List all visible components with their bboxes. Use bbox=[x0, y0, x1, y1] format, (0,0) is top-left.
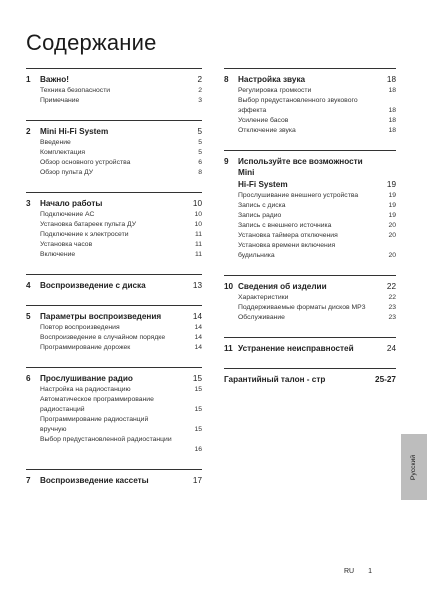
toc-item[interactable] bbox=[26, 158, 202, 168]
item-title: Примечание bbox=[40, 97, 80, 104]
item-title: Программирование радиостанций bbox=[40, 416, 149, 423]
item-title-continuation: радиостанций bbox=[40, 406, 85, 413]
item-page: 20 bbox=[388, 232, 396, 239]
item-title: Комплектация bbox=[40, 149, 86, 156]
toc-item[interactable] bbox=[224, 221, 396, 231]
item-page: 23 bbox=[388, 304, 396, 311]
section-number: 2 bbox=[26, 127, 31, 136]
item-title: Поддерживаемые форматы дисков MP3 bbox=[238, 304, 366, 311]
toc-item[interactable] bbox=[224, 86, 396, 96]
toc-item[interactable] bbox=[26, 168, 202, 178]
section-title-continuation[interactable]: Hi-Fi System bbox=[238, 180, 288, 189]
section-title[interactable]: Настройка звука bbox=[238, 75, 306, 84]
toc-item[interactable] bbox=[26, 86, 202, 96]
toc-item[interactable] bbox=[26, 210, 202, 220]
toc-section-2 bbox=[26, 120, 202, 178]
section-title[interactable]: Сведения об изделии bbox=[238, 282, 327, 291]
footer-language: RU bbox=[344, 568, 355, 575]
item-title: Установка часов bbox=[40, 241, 93, 248]
toc-item[interactable] bbox=[224, 293, 396, 303]
toc-item[interactable] bbox=[26, 220, 202, 230]
toc-item[interactable] bbox=[26, 138, 202, 148]
toc-right-column bbox=[224, 68, 396, 385]
section-number: 3 bbox=[26, 199, 31, 208]
section-title[interactable]: Устранение неисправностей bbox=[238, 344, 354, 353]
item-page: 18 bbox=[388, 107, 396, 114]
item-title: Настройка на радиостанцию bbox=[40, 386, 131, 393]
item-page: 14 bbox=[194, 344, 202, 351]
page-number: 1 bbox=[368, 568, 373, 575]
toc-item[interactable] bbox=[224, 191, 396, 201]
toc-item[interactable] bbox=[224, 241, 396, 251]
item-page: 18 bbox=[388, 127, 396, 134]
item-title: Запись с диска bbox=[238, 202, 286, 209]
toc-item[interactable] bbox=[26, 343, 202, 353]
section-number: 4 bbox=[26, 281, 31, 290]
section-number: 1 bbox=[26, 75, 31, 84]
item-page: 20 bbox=[388, 252, 396, 259]
item-title: Характеристики bbox=[238, 294, 289, 301]
section-page: 17 bbox=[192, 476, 202, 485]
item-page: 19 bbox=[388, 202, 396, 209]
section-page: 14 bbox=[192, 312, 202, 321]
item-title: Подключение AC bbox=[40, 211, 95, 218]
item-page: 8 bbox=[198, 169, 202, 176]
item-title: Программирование дорожек bbox=[40, 344, 131, 351]
section-title[interactable]: Параметры воспроизведения bbox=[40, 312, 162, 321]
item-page: 15 bbox=[194, 406, 202, 413]
section-page: 2 bbox=[197, 75, 202, 84]
toc-item[interactable] bbox=[224, 126, 396, 136]
toc-section-8 bbox=[224, 68, 396, 136]
toc-section-5 bbox=[26, 305, 202, 353]
toc-item[interactable] bbox=[26, 240, 202, 250]
item-title: Выбор предустановленной радиостанции bbox=[40, 436, 172, 443]
page-title: Содержание bbox=[26, 30, 157, 55]
language-tab-label: Русский bbox=[410, 454, 418, 480]
section-title[interactable]: Используйте все возможности Mini bbox=[238, 157, 363, 177]
item-page: 14 bbox=[194, 324, 202, 331]
item-title: Прослушивание внешнего устройства bbox=[238, 192, 359, 199]
item-title: Запись с внешнего источника bbox=[238, 222, 332, 229]
toc-item[interactable] bbox=[26, 333, 202, 343]
item-page: 6 bbox=[198, 159, 202, 166]
item-page: 14 bbox=[194, 334, 202, 341]
item-title: Подключение к электросети bbox=[40, 231, 129, 238]
item-title: Отключение звука bbox=[238, 127, 296, 134]
item-title: Регулировка громкости bbox=[238, 87, 312, 94]
toc-item-continuation[interactable] bbox=[26, 425, 202, 435]
section-number: 11 bbox=[224, 344, 233, 353]
section-page: 24 bbox=[386, 344, 396, 353]
toc-item-continuation[interactable] bbox=[26, 445, 202, 455]
toc-item[interactable] bbox=[224, 201, 396, 211]
item-page: 16 bbox=[194, 446, 202, 453]
item-page: 20 bbox=[388, 222, 396, 229]
section-title[interactable]: Mini Hi-Fi System bbox=[40, 127, 109, 136]
section-number: 5 bbox=[26, 312, 31, 321]
toc-item[interactable] bbox=[26, 415, 202, 425]
guarantee-title: Гарантийный талон - стр bbox=[224, 375, 326, 384]
toc-item[interactable] bbox=[26, 385, 202, 395]
item-page: 2 bbox=[198, 87, 202, 94]
toc-item[interactable] bbox=[224, 231, 396, 241]
item-title: Включение bbox=[40, 251, 76, 258]
section-title[interactable]: Прослушивание радио bbox=[40, 374, 133, 383]
page-footer bbox=[344, 568, 372, 575]
item-title-continuation: эффекта bbox=[238, 107, 267, 114]
item-title: Установка времени включения bbox=[238, 242, 336, 249]
toc-section-4 bbox=[26, 274, 202, 291]
item-page: 18 bbox=[388, 87, 396, 94]
toc-section-10 bbox=[224, 275, 396, 323]
item-title: Обслуживание bbox=[238, 314, 285, 321]
toc-section-11 bbox=[224, 337, 396, 354]
item-title-continuation: будильника bbox=[238, 252, 275, 259]
section-page: 19 bbox=[386, 180, 396, 189]
section-page: 22 bbox=[386, 282, 396, 291]
item-page: 15 bbox=[194, 386, 202, 393]
section-number: 7 bbox=[26, 476, 31, 485]
toc-section-3 bbox=[26, 192, 202, 260]
language-tab bbox=[401, 434, 427, 500]
section-title[interactable]: Важно! bbox=[40, 75, 69, 84]
section-number: 10 bbox=[224, 282, 234, 291]
item-page: 5 bbox=[198, 149, 202, 156]
item-page: 22 bbox=[388, 294, 396, 301]
item-page: 23 bbox=[388, 314, 396, 321]
toc-item[interactable] bbox=[224, 211, 396, 221]
item-title: Установка батареек пульта ДУ bbox=[40, 221, 137, 228]
section-page: 15 bbox=[192, 374, 202, 383]
toc-item-continuation[interactable] bbox=[224, 106, 396, 116]
section-page: 10 bbox=[192, 199, 202, 208]
item-title: Автоматическое программирование bbox=[40, 396, 154, 403]
item-page: 19 bbox=[388, 212, 396, 219]
toc-section-6 bbox=[26, 367, 202, 455]
toc-item-continuation[interactable] bbox=[26, 405, 202, 415]
item-page: 10 bbox=[194, 221, 202, 228]
guarantee-page: 25-27 bbox=[375, 375, 396, 384]
toc-section-7 bbox=[26, 469, 202, 486]
section-title[interactable]: Начало работы bbox=[40, 199, 103, 208]
section-number: 9 bbox=[224, 157, 229, 166]
toc-item[interactable] bbox=[26, 148, 202, 158]
item-page: 11 bbox=[194, 251, 202, 258]
item-title: Воспроизведение в случайном порядке bbox=[40, 334, 166, 341]
section-page: 5 bbox=[197, 127, 202, 136]
toc-item[interactable] bbox=[26, 395, 202, 405]
section-title[interactable]: Воспроизведение с диска bbox=[40, 281, 146, 290]
item-page: 11 bbox=[194, 241, 202, 248]
toc-item[interactable] bbox=[26, 96, 202, 106]
toc-item[interactable] bbox=[26, 323, 202, 333]
section-page: 13 bbox=[192, 281, 202, 290]
toc-item[interactable] bbox=[224, 116, 396, 126]
item-page: 15 bbox=[194, 426, 202, 433]
item-title: Установка таймера отключения bbox=[238, 232, 338, 239]
toc-section-9 bbox=[224, 150, 396, 261]
toc-left-column bbox=[26, 68, 202, 487]
section-number: 8 bbox=[224, 75, 229, 84]
toc-item[interactable] bbox=[224, 313, 396, 323]
section-number: 6 bbox=[26, 374, 31, 383]
toc-item[interactable] bbox=[26, 435, 202, 445]
toc-guarantee[interactable] bbox=[224, 368, 396, 385]
item-page: 19 bbox=[388, 192, 396, 199]
item-title: Введение bbox=[40, 139, 71, 146]
item-page: 5 bbox=[198, 139, 202, 146]
item-title: Повтор воспроизведения bbox=[40, 324, 120, 331]
item-title: Обзор пульта ДУ bbox=[40, 169, 94, 176]
item-page: 10 bbox=[194, 211, 202, 218]
item-title: Выбор предустановленного звукового bbox=[238, 97, 358, 104]
item-title: Обзор основного устройства bbox=[40, 159, 131, 166]
item-page: 18 bbox=[388, 117, 396, 124]
toc-item-continuation[interactable] bbox=[224, 251, 396, 261]
item-title: Усиление басов bbox=[238, 117, 289, 124]
toc-section-1 bbox=[26, 68, 202, 106]
item-title: Техника безопасности bbox=[40, 87, 111, 94]
toc-item[interactable] bbox=[224, 96, 396, 106]
item-title-continuation: вручную bbox=[40, 426, 67, 433]
item-title: Запись радио bbox=[238, 212, 282, 219]
toc-item[interactable] bbox=[26, 230, 202, 240]
section-page: 18 bbox=[386, 75, 396, 84]
toc-item[interactable] bbox=[26, 250, 202, 260]
section-title[interactable]: Воспроизведение кассеты bbox=[40, 476, 149, 485]
item-page: 11 bbox=[194, 231, 202, 238]
item-page: 3 bbox=[198, 97, 202, 104]
toc-item[interactable] bbox=[224, 303, 396, 313]
